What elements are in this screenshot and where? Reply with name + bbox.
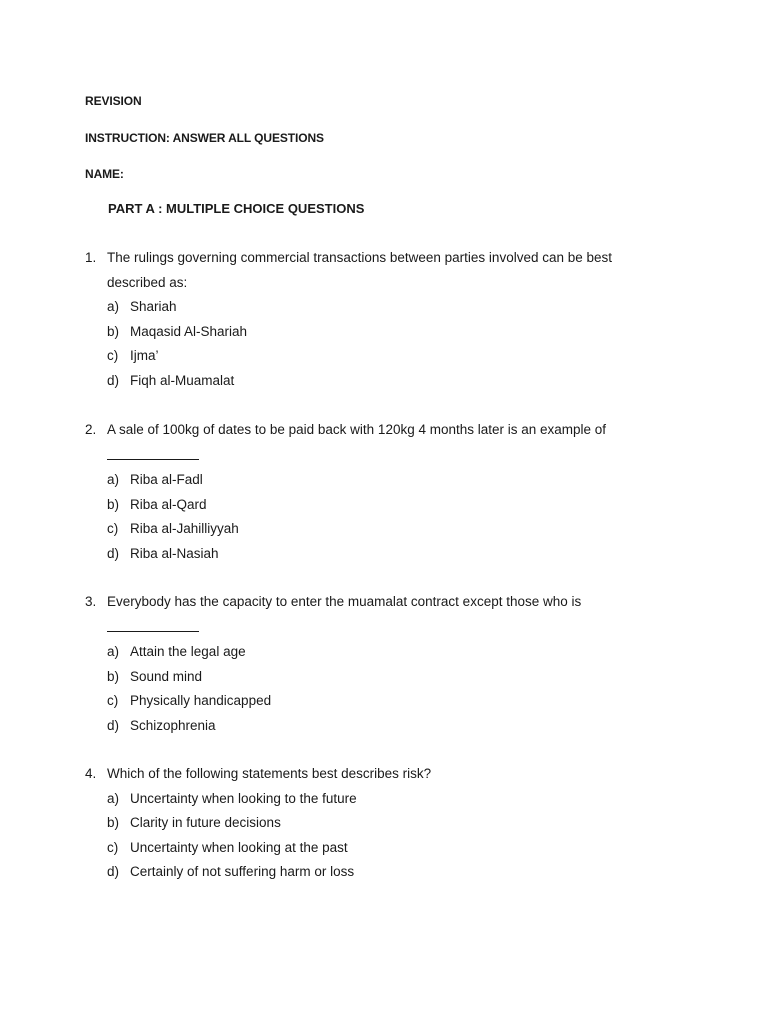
question-2: [0, 418, 768, 566]
option-text: Maqasid Al-Shariah: [130, 323, 248, 339]
question-2-options: [0, 468, 768, 566]
question-4-options: [0, 787, 768, 885]
question-4-option-c: [0, 836, 768, 861]
question-1-text-line-2: described as:: [107, 274, 188, 290]
question-4-option-a: [0, 787, 768, 812]
option-letter: d): [107, 372, 120, 388]
question-1-option-a: [0, 295, 768, 320]
question-3-text: Everybody has the capacity to enter the muamalat contract except those who is: [107, 594, 582, 609]
question-1-number: 1.: [85, 250, 97, 265]
question-3: [0, 590, 768, 738]
option-letter: a): [107, 644, 120, 659]
question-4-option-b: [0, 811, 768, 836]
question-1-stem: [0, 246, 647, 295]
option-text: Physically handicapped: [130, 693, 272, 708]
option-text: Uncertainty when looking at the past: [130, 839, 348, 855]
question-3-stem: [0, 590, 647, 640]
option-letter: b): [107, 668, 120, 684]
option-text: Certainly of not suffering harm or loss: [130, 864, 355, 879]
option-letter: d): [107, 717, 120, 733]
option-text: Attain the legal age: [130, 644, 246, 659]
option-text: Clarity in future decisions: [130, 815, 281, 830]
option-text: Uncertainty when looking to the future: [130, 790, 357, 806]
question-3-option-a: [0, 640, 768, 665]
question-2-text: A sale of 100kg of dates to be paid back with 120kg 4 months later is an example of: [107, 422, 607, 437]
option-letter: c): [107, 839, 119, 855]
question-4-number: 4.: [85, 766, 97, 781]
option-letter: a): [107, 790, 120, 806]
question-2-number: 2.: [85, 422, 97, 437]
question-1-option-c: [0, 344, 768, 369]
option-text: Riba al-Qard: [130, 496, 207, 512]
question-3-options: [0, 640, 768, 738]
option-letter: c): [107, 521, 119, 536]
question-2-option-a: [0, 468, 768, 493]
option-text: Riba al-Jahilliyyah: [130, 521, 239, 536]
revision-heading: REVISION: [85, 94, 142, 108]
option-letter: d): [107, 545, 120, 561]
question-4-text: Which of the following statements best describes risk?: [107, 766, 432, 781]
question-2-option-d: [0, 542, 768, 567]
name-label: NAME:: [85, 167, 124, 181]
question-2-option-b: [0, 493, 768, 518]
option-letter: b): [107, 815, 120, 830]
option-text: Ijma’: [130, 348, 159, 363]
option-letter: a): [107, 299, 120, 314]
option-text: Schizophrenia: [130, 717, 216, 733]
part-a-title: PART A : MULTIPLE CHOICE QUESTIONS: [108, 201, 365, 216]
question-1-option-b: [0, 320, 768, 345]
question-3-number: 3.: [85, 594, 97, 609]
option-letter: a): [107, 472, 120, 487]
option-letter: d): [107, 864, 120, 879]
option-text: Sound mind: [130, 668, 203, 684]
question-4-option-d: [0, 860, 768, 885]
option-text: Riba al-Fadl: [130, 472, 203, 487]
instruction-heading: INSTRUCTION: ANSWER ALL QUESTIONS: [85, 131, 324, 145]
option-letter: c): [107, 348, 119, 363]
option-letter: b): [107, 323, 120, 339]
question-3-option-c: [0, 689, 768, 714]
option-letter: c): [107, 693, 119, 708]
answer-blank: [107, 615, 199, 632]
question-1-option-d: [0, 369, 768, 394]
question-1-text-line-1: The rulings governing commercial transactions between parties involved can be best: [107, 250, 613, 265]
question-1: [0, 246, 768, 393]
question-3-option-b: [0, 665, 768, 690]
option-text: Riba al-Nasiah: [130, 545, 219, 561]
option-text: Fiqh al-Muamalat: [130, 372, 235, 388]
question-2-option-c: [0, 517, 768, 542]
answer-blank: [107, 443, 199, 460]
question-3-option-d: [0, 714, 768, 739]
question-4: [0, 762, 768, 885]
option-text: Shariah: [130, 299, 177, 314]
question-4-stem: [0, 762, 647, 787]
question-1-options: [0, 295, 768, 393]
question-2-stem: [0, 418, 647, 468]
option-letter: b): [107, 496, 120, 512]
